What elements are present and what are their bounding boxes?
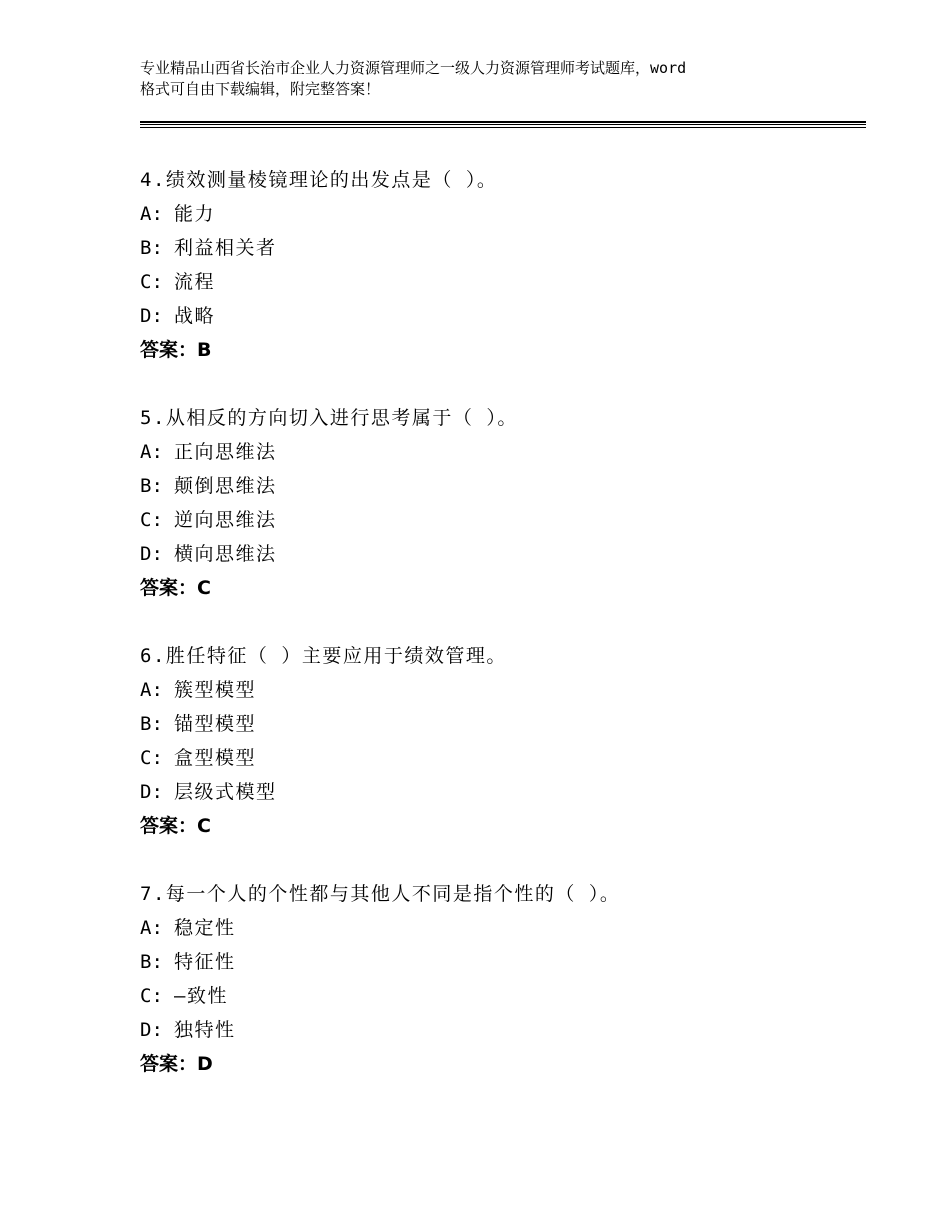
- option-letter: A:: [140, 203, 163, 225]
- question-4: [140, 163, 860, 367]
- option-b: [140, 707, 860, 741]
- option-text: 锚型模型: [174, 713, 257, 735]
- option-letter: C:: [140, 509, 163, 531]
- option-text: 稳定性: [174, 917, 236, 939]
- option-text: 正向思维法: [174, 441, 277, 463]
- option-b: [140, 231, 860, 265]
- question-stem: 6.胜任特征（ ）主要应用于绩效管理。: [140, 645, 507, 667]
- option-d: [140, 1013, 860, 1047]
- option-letter: A:: [140, 917, 163, 939]
- option-b: [140, 469, 860, 503]
- option-letter: A:: [140, 441, 163, 463]
- option-text: —致性: [174, 985, 228, 1007]
- option-letter: C:: [140, 271, 163, 293]
- question-5: [140, 401, 860, 605]
- option-text: 独特性: [174, 1019, 236, 1041]
- answer-line: 答案：C: [140, 815, 211, 837]
- document-header: [140, 58, 840, 100]
- question-stem: 4.绩效测量棱镜理论的出发点是（ ）。: [140, 169, 498, 191]
- option-letter: D:: [140, 305, 163, 327]
- question-6: [140, 639, 860, 843]
- option-d: [140, 537, 860, 571]
- answer-line: 答案：B: [140, 339, 212, 361]
- option-text: 战略: [174, 305, 216, 327]
- option-text: 簇型模型: [174, 679, 257, 701]
- option-c: [140, 979, 860, 1013]
- option-letter: B:: [140, 951, 163, 973]
- header-title-line-2: 格式可自由下载编辑，附完整答案！: [140, 80, 381, 98]
- option-letter: B:: [140, 713, 163, 735]
- answer-line: 答案：D: [140, 1053, 213, 1075]
- option-a: [140, 435, 860, 469]
- question-stem: 7.每一个人的个性都与其他人不同是指个性的（ ）。: [140, 883, 621, 905]
- header-divider: [140, 127, 866, 128]
- header-title-line-1: 专业精品山西省长治市企业人力资源管理师之一级人力资源管理师考试题库，word: [140, 59, 687, 77]
- answer-line: 答案：C: [140, 577, 211, 599]
- option-text: 特征性: [174, 951, 236, 973]
- option-text: 颠倒思维法: [174, 475, 277, 497]
- option-text: 横向思维法: [174, 543, 277, 565]
- option-b: [140, 945, 860, 979]
- option-c: [140, 503, 860, 537]
- option-a: [140, 197, 860, 231]
- option-a: [140, 673, 860, 707]
- option-letter: C:: [140, 985, 163, 1007]
- header-divider: [140, 121, 866, 123]
- header-divider: [140, 124, 866, 125]
- option-d: [140, 299, 860, 333]
- option-text: 逆向思维法: [174, 509, 277, 531]
- option-text: 流程: [174, 271, 216, 293]
- option-d: [140, 775, 860, 809]
- option-a: [140, 911, 860, 945]
- option-text: 能力: [174, 203, 216, 225]
- option-c: [140, 741, 860, 775]
- question-7: [140, 877, 860, 1081]
- option-letter: D:: [140, 543, 163, 565]
- option-text: 利益相关者: [174, 237, 277, 259]
- question-list: [140, 163, 860, 1115]
- option-letter: A:: [140, 679, 163, 701]
- option-c: [140, 265, 860, 299]
- option-letter: D:: [140, 1019, 163, 1041]
- question-stem: 5.从相反的方向切入进行思考属于（ ）。: [140, 407, 518, 429]
- option-letter: B:: [140, 237, 163, 259]
- option-letter: B:: [140, 475, 163, 497]
- option-text: 层级式模型: [174, 781, 277, 803]
- option-text: 盒型模型: [174, 747, 257, 769]
- option-letter: C:: [140, 747, 163, 769]
- option-letter: D:: [140, 781, 163, 803]
